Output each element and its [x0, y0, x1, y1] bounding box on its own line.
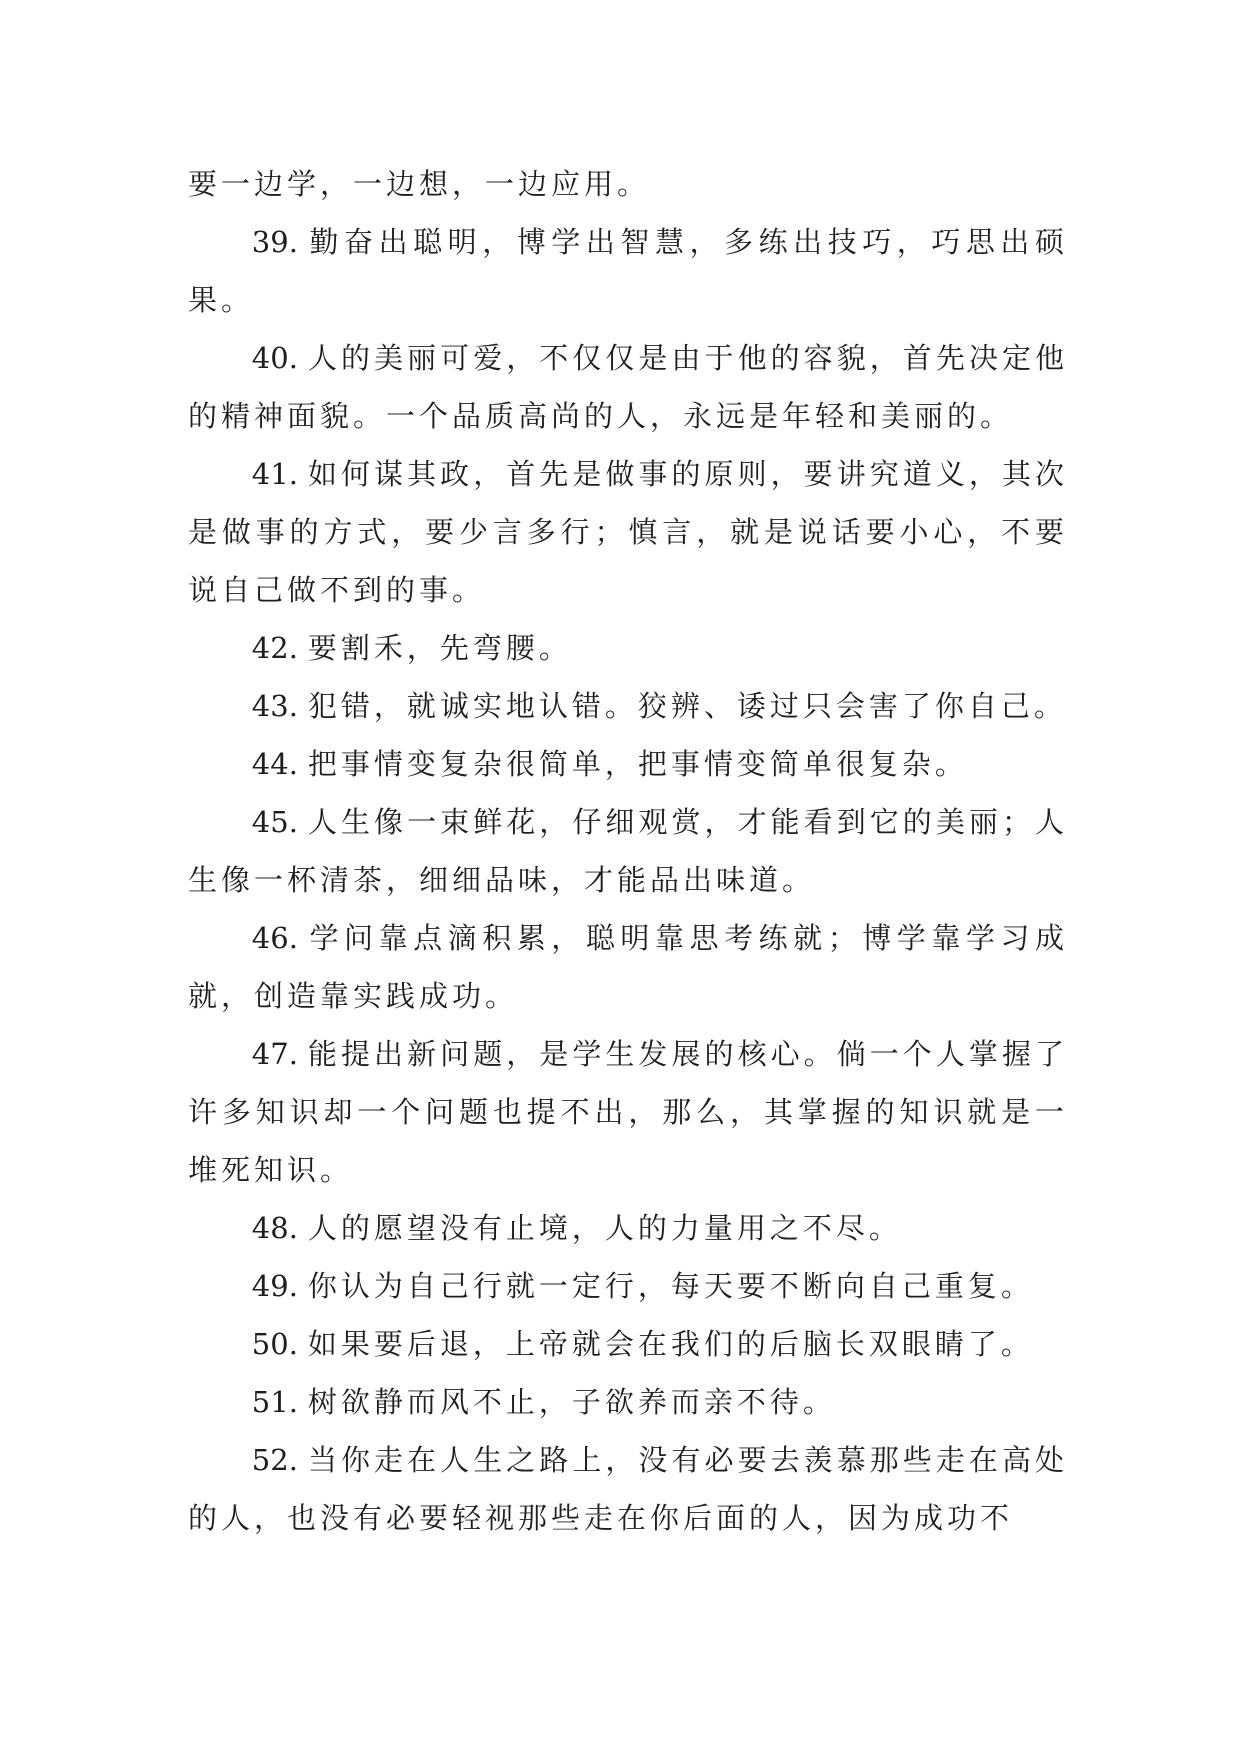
item-text: 要割禾，先弯腰。: [307, 631, 572, 665]
continuation-paragraph: 要一边学，一边想，一边应用。: [188, 167, 651, 201]
item-text: 如果要后退，上帝就会在我们的后脑长双眼睛了。: [307, 1327, 1034, 1361]
item-text: 如何谋其政，首先是做事的原则，要讲究道义，其次是做事的方式，要少言多行；慎言，就是说话要小心，不要说自己做不到的事。: [188, 457, 1068, 607]
list-item-52: [188, 1431, 1068, 1547]
item-number: 41.: [251, 457, 298, 491]
list-item-41: [188, 445, 1068, 619]
item-number: 50.: [251, 1327, 298, 1361]
item-number: 42.: [251, 631, 298, 665]
item-text: 勤奋出聪明，博学出智慧，多练出技巧，巧思出硕果。: [188, 225, 1068, 317]
item-number: 51.: [251, 1385, 298, 1419]
item-number: 39.: [251, 225, 298, 259]
item-text: 人生像一束鲜花，仔细观赏，才能看到它的美丽；人生像一杯清茶，细细品味，才能品出味道。: [188, 805, 1068, 897]
item-number: 40.: [251, 341, 298, 375]
item-text: 你认为自己行就一定行，每天要不断向自己重复。: [307, 1269, 1034, 1303]
list-item-40: [188, 329, 1068, 445]
item-number: 43.: [251, 689, 298, 723]
list-item-51: [188, 1373, 1068, 1431]
list-item-46: [188, 909, 1068, 1025]
list-item-48: [188, 1199, 1068, 1257]
item-text: 把事情变复杂很简单，把事情变简单很复杂。: [307, 747, 968, 781]
list-item-44: [188, 735, 1068, 793]
item-number: 48.: [251, 1211, 298, 1245]
item-text: 犯错，就诚实地认错。狡辨、诿过只会害了你自己。: [307, 689, 1067, 723]
item-number: 52.: [251, 1443, 298, 1477]
document-body: [188, 155, 1068, 1547]
item-text: 当你走在人生之路上，没有必要去羡慕那些走在高处的人，也没有必要轻视那些走在你后面的人，因为成功不: [188, 1443, 1068, 1535]
item-text: 能提出新问题，是学生发展的核心。倘一个人掌握了许多知识却一个问题也提不出，那么，其掌握的知识就是一堆死知识。: [188, 1037, 1068, 1187]
list-item-39: [188, 213, 1068, 329]
item-text: 学问靠点滴积累，聪明靠思考练就；博学靠学习成就，创造靠实践成功。: [188, 921, 1068, 1013]
item-number: 47.: [251, 1037, 298, 1071]
list-item-43: [188, 677, 1068, 735]
list-item-47: [188, 1025, 1068, 1199]
item-number: 49.: [251, 1269, 298, 1303]
list-item-49: [188, 1257, 1068, 1315]
item-number: 45.: [251, 805, 298, 839]
item-text: 人的美丽可爱，不仅仅是由于他的容貌，首先决定他的精神面貌。一个品质高尚的人，永远是年轻和美丽的。: [188, 341, 1068, 433]
item-number: 46.: [251, 921, 298, 955]
list-item-45: [188, 793, 1068, 909]
item-text: 人的愿望没有止境，人的力量用之不尽。: [307, 1211, 902, 1245]
list-item-50: [188, 1315, 1068, 1373]
item-number: 44.: [251, 747, 298, 781]
list-item-42: [188, 619, 1068, 677]
item-text: 树欲静而风不止，子欲养而亲不待。: [307, 1385, 836, 1419]
